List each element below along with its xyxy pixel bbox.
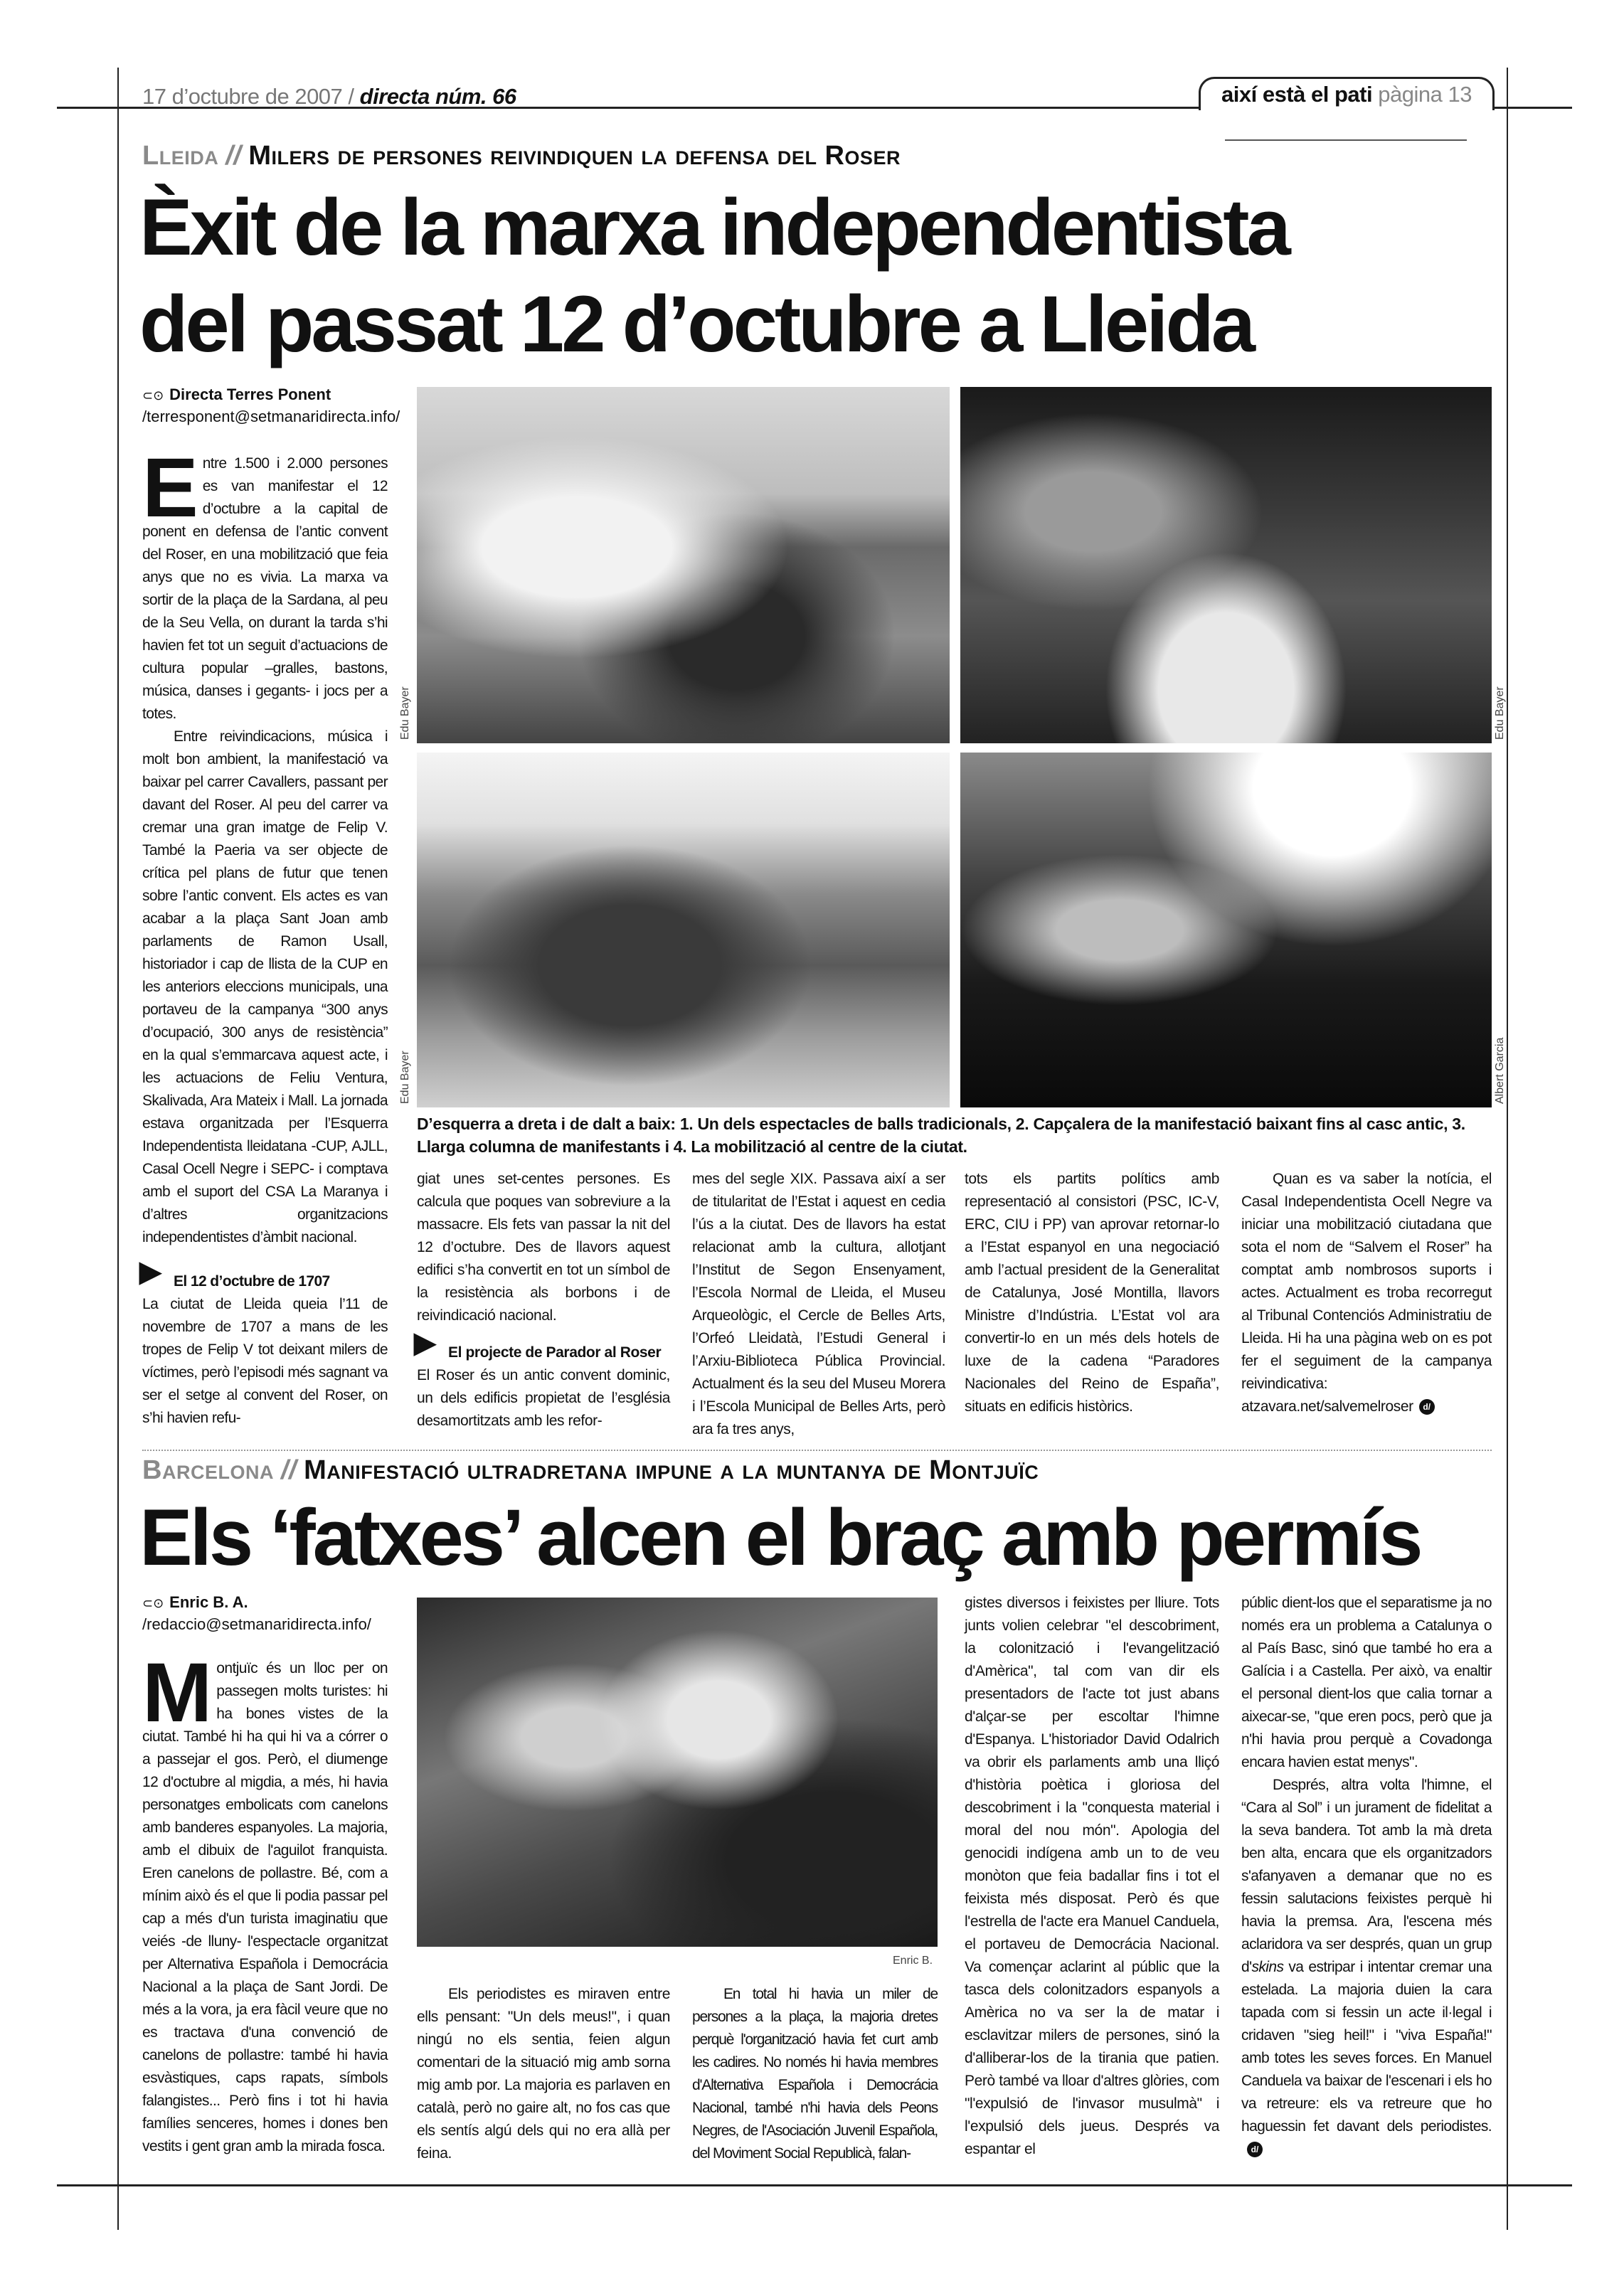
paragraph: gistes diversos i feixistes per lliure. Tots junts volien celebrar "el descobriment, la colonització i l'evangelització d'Amèrica", tal com van dir els presentadors de l'acte tot just abans d'alçar-se per escoltar l'himne d'Espanya. L'historiador David Odalrich va obrir els parlaments amb una lliçó d'història poètica i gloriosa del descobriment i la "conquesta material i moral del nou món". Apologia del genocidi indígena amb un to de veu monòton que feia badallar fins i tot el feixista més disposat. Però és que l'estrella de l'acte era Manuel Canduela, el portaveu de Democrácia Nacional. Va començar aclarint al públic que la tasca dels colonitzadors espanyols a Amèrica no va ser la de matar i esclavitzar milers de persones, sinó la d'alliberar-los de la tirania que patien. Però també va lloar d'altres glòries, com "l'expulsió de l'invasor musulmà" i l'expulsió dels jueus. Després va espantar el (965, 1595, 1219, 2157)
article2-column-1 (142, 1646, 388, 2177)
subheading-text: El 12 d’octubre de 1707 (174, 1273, 330, 1290)
page-border-left (117, 68, 119, 2230)
headline-line: del passat 12 d’octubre a Lleida (139, 280, 1253, 368)
issue-date: 17 d’octubre de 2007 (142, 84, 343, 109)
photo-credit: Edu Bayer (399, 686, 411, 740)
drop-cap: E (142, 441, 198, 535)
photo-long-column (417, 753, 950, 1107)
photo-march-banner (960, 387, 1492, 743)
pen-nib-icon: ⊂⊙ (142, 1596, 164, 1610)
article2-column-3 (692, 1983, 938, 2181)
photo-caption: D’esquerra a dreta i de dalt a baix: 1. Un dels espectacles de balls tradicionals, 2. Capçalera de la manifestació baixant fins al casc antic, 3. Llarga columna de manifestants i 4. La mobilització al centre de la ciutat. (417, 1115, 1465, 1156)
photo-credit: Albert Garcia (1494, 1037, 1506, 1104)
subheading (414, 1327, 670, 1364)
paragraph (1241, 1168, 1492, 1418)
end-of-article-icon: d/ (1247, 2142, 1263, 2157)
drop-cap: M (142, 1646, 213, 1740)
byline-author: Directa Terres Ponent (169, 386, 331, 403)
article1-column-1 (139, 441, 388, 1441)
photo-credit: Enric B. (893, 1955, 933, 1967)
paragraph-text: Quan es va saber la notícia, el Casal Independentista Ocell Negre va iniciar una mobilització ciutadana que sota el nom de “Salvem el Roser” ha comptat amb nombrosos suports i actes. Actualment es troba recorregut al Tribunal Contenciós Administratiu de Lleida. Hi ha una pàgina web on es pot fer el seguiment de la campanya reivindicativa: atzavara.net/salvemelroser (1241, 1171, 1492, 1415)
article-divider (142, 1450, 1492, 1451)
paragraph: públic dient-los que el separatisme ja no només era un problema a Catalunya o al País Basc, sinó que també ho era a Galícia i a Castella. Per això, va enaltir el personal dient-los que calia tornar a aixecar-se, "que eren pocs, però que ja n'hi havia prou perquè a Covadonga encara havien estat menys". (1241, 1595, 1492, 1770)
section-tab (1199, 77, 1495, 110)
byline-email: /terresponent@setmanaridirecta.info/ (142, 408, 400, 425)
paragraph: tots els partits polítics amb representació al consistori (PSC, IC-V, ERC, CIU i PP) van aprovar retornar-lo a l’Estat espanyol en una negociació amb l’actual president de la Generalitat de Catalunya, José Montilla, llavors Ministre d’Indústria. L’Estat vol ara convertir-lo en un més dels hotels de luxe de la cadena “Paradores Nacionales del Reino de España”, situats en edificis històrics. (965, 1171, 1219, 1415)
byline-author: Enric B. A. (169, 1593, 248, 1611)
article1-column-5 (1241, 1168, 1492, 1444)
paragraph: El Roser és un antic convent dominic, un dels edificis propietat de l’església desamortitzats amb les refor- (417, 1367, 670, 1429)
page-border-right (1507, 68, 1508, 2230)
article2-headline: Els ‘fatxes’ alcen el braç amb permís (139, 1493, 1421, 1582)
article2-kicker (142, 1455, 1039, 1486)
article2-column-2 (417, 1983, 670, 2181)
photo-fascist-salutes (417, 1598, 938, 1947)
page-label: pàgina (1378, 82, 1443, 107)
subheading (139, 1256, 388, 1293)
header-separator: / (348, 84, 354, 109)
byline-email: /redaccio@setmanaridirecta.info/ (142, 1615, 371, 1633)
article1-headline (139, 179, 1288, 373)
paragraph: En total hi havia un miler de persones a la plaça, la majoria dretes perquè l'organització havia fet curt amb les cadires. No només hi havia membres d'Alternativa Española i Democrácia Nacional, també n'hi havia dels Peons Negres, de l'Asociación Juvenil Española, del Moviment Social Republicà, falan- (692, 1986, 938, 2162)
article2-column-4 (965, 1592, 1219, 2181)
footer-rule (57, 2184, 1572, 2186)
article1-column-4 (965, 1168, 1219, 1444)
article1-byline (142, 384, 398, 427)
paragraph-text: va estripar i intentar cremar una estelada. La majoria duien la cara tapada com si fessin un acte il·legal i cridaven "sieg heil!" i "viva España!" amb totes les seves forces. En Manuel Canduela va baixar de l'escenari i els ho va retreure: els va retreure que ho haguessin fet davant dels periodistes. (1241, 1959, 1492, 2135)
paragraph: mes del segle XIX. Passava així a ser de titularitat de l’Estat i aquest en cedia l’ús a la ciutat. Des de llavors ha estat relacionat amb la cultura, allotjant l’Institut de Segon Ensenyament, l’Escola Normal de Lleida, el Museu Arqueològic, el Cercle de Belles Arts, l’Orfeó Lleidatà, l’Estudi General i l’Arxiu-Biblioteca Pública Provincial. Actualment és la seu del Museu Morera i l’Escola Municipal de Belles Arts, però ara fa tres anys, (692, 1171, 945, 1437)
page-number: 13 (1448, 82, 1472, 107)
photo-city-centre (960, 753, 1492, 1107)
paragraph-text: Després, altra volta l'himne, el “Cara al Sol” i un jurament de fidelitat a la seva bandera. Tot amb la mà dreta ben alta, encara que els organitzadors s'afanyaven a demanar que no es fessin salutacions feixistes perquè hi havia la premsa. Ara, l'escena més aclaridora va ser després, quan un grup d' (1241, 1777, 1492, 1975)
paragraph: La ciutat de Lleida queia l’11 de novembre de 1707 a mans de les tropes de Felip V tot deixant milers de víctimes, però l’episodi més sagnant va ser el setge al convent del Roser, on s’hi havien refu- (142, 1296, 388, 1426)
triangle-marker-icon: ▶ (139, 1256, 161, 1287)
issue-date-line (142, 84, 516, 110)
end-of-article-icon: d/ (1419, 1399, 1435, 1415)
kicker-separator: // (225, 141, 242, 171)
article1-kicker (142, 141, 901, 171)
paragraph: Entre reivindicacions, música i molt bon ambient, la manifestació va baixar pel carrer Cavallers, passant per davant del Roser. Al peu del carrer va cremar una gran imatge de Felip V. També la Paeria va ser objecte de crítica pel plans de futur que tenen sobre l’antic convent. Els actes es van acabar a la plaça Sant Joan amb parlaments de Ramon Usall, historiador i cap de llista de la CUP en les anteriors eleccions municipals, una portaveu de la campanya “300 anys d’ocupació, 300 anys de resistència” en la qual s’emmarcava aquest acte, i les actuacions de Feliu Ventura, Skalivada, Ara Mateix i Mall. La jornada estava organitzada per l’Esquerra Independentista lleidatana -CUP, AJLL, Casal Ocell Negre i SEPC- i comptava amb el suport del CSA La Maranya i d’altres organitzacions independentistes d’àmbit nacional. (142, 728, 388, 1245)
subheading-text: El projecte de Parador al Roser (448, 1344, 662, 1361)
kicker-place: Lleida (142, 141, 219, 171)
paragraph-italic: skins (1251, 1959, 1284, 1975)
photo-traditional-dances (417, 387, 950, 743)
paragraph: giat unes set-centes persones. Es calcula que poques van sobreviure a la massacre. Els fets van passar la nit del 12 d’octubre. Des de llavors aquest edifici s’ha convertit en tot un símbol de la resistència als borbons i de reivindicació nacional. (417, 1171, 670, 1324)
pen-nib-icon: ⊂⊙ (142, 388, 164, 403)
photo-credit: Edu Bayer (1494, 686, 1506, 740)
publication-issue: directa núm. 66 (359, 84, 516, 109)
kicker-place: Barcelona (142, 1455, 274, 1485)
kicker-text: Milers de persones reivindiquen la defensa del Roser (248, 141, 901, 171)
paragraph (142, 441, 388, 726)
headline-line: Èxit de la marxa independentista (139, 183, 1288, 272)
article2-byline (142, 1592, 398, 1635)
triangle-marker-icon: ▶ (414, 1327, 436, 1359)
kicker-separator: // (280, 1455, 297, 1485)
section-name: així està el pati (1221, 82, 1373, 107)
paragraph (1241, 1774, 1492, 2161)
article1-column-2 (414, 1168, 670, 1444)
paragraph: Els periodistes es miraven entre ells pensant: "Un dels meus!", i quan ningú no els sentia, feien algun comentari de la situació mig amb sorna mig amb por. La majoria es parlaven en català, però no gaire alt, no fos cas que els sentís algú dels qui no era allà per feina. (417, 1986, 670, 2162)
photo-credit: Edu Bayer (399, 1051, 411, 1104)
kicker-text: Manifestació ultradretana impune a la muntanya de Montjuïc (304, 1455, 1039, 1485)
section-rule (1225, 139, 1467, 141)
paragraph (142, 1646, 388, 2158)
paragraph-text: ntre 1.500 i 2.000 persones es van manifestar el 12 d’octubre a la capital de ponent en defensa de l’antic convent del Roser, en una mobilització que feia anys que no es vivia. La marxa va sortir de la plaça de la Sardana, al peu de la Seu Vella, on durant la tarda s’hi havien fet tot un seguit d’actuacions de cultura popular –gralles, bastons, música, danses i gegants- i jocs per a totes. (142, 455, 388, 722)
article2-column-5 (1241, 1592, 1492, 2181)
paragraph-text: ontjuïc és un lloc per on passegen molts turistes: hi ha bones vistes de la ciutat. També hi ha qui hi va a córrer o a passejar el gos. Però, el diumenge 12 d'octubre al migdia, a més, hi havia personatges embolicats com canelons amb banderes espanyoles. La majoria, amb el dibuix de l'aguilot franquista. Eren canelons de pollastre. Bé, com a mínim això és el que li podia passar pel cap a més d'un turista imaginatiu que veiés -de lluny- l'espectacle organitzat per Alternativa Española i Democrácia Nacional a la plaça de Sant Jordi. De més a la vora, ja era fàcil veure que no es tractava d'una convenció de canelons de pollastre: també hi havia esvàstiques, caps rapats, símbols falangistes... Però fins i tot hi havia famílies senceres, homes i dones ben vestits i gent gran amb la mirada fosca. (142, 1660, 388, 2154)
article1-column-3 (692, 1168, 945, 1444)
